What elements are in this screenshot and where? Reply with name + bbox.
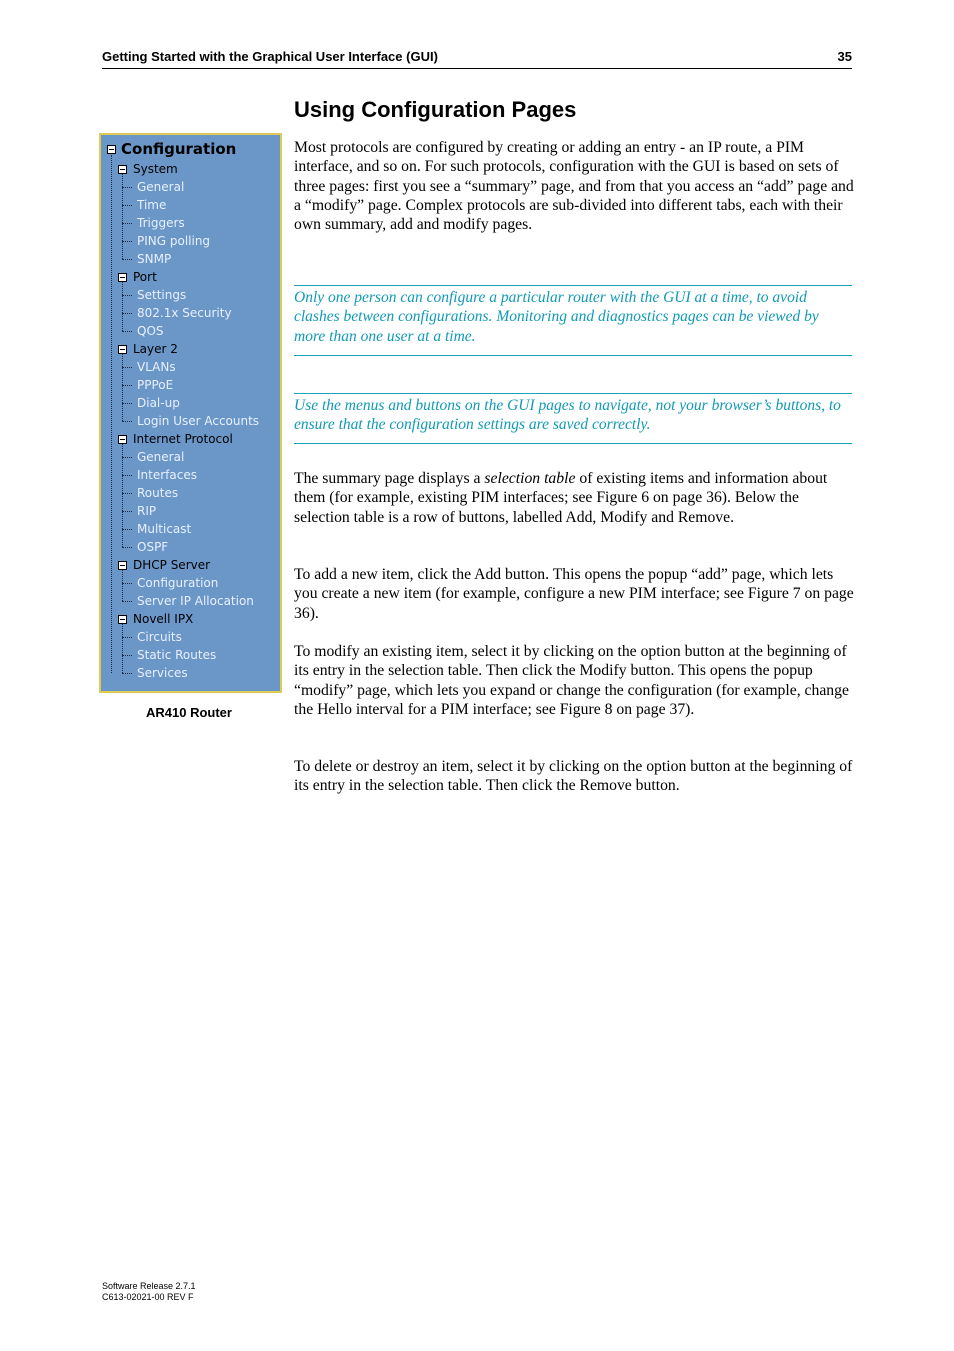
summary-text-end: of existing items and information about them (for example, existing PIM interfaces; see Figure 6 on page 36). Below the selection table is a row of buttons, labelled Add, Modify and Remove. xyxy=(294,470,828,526)
tree-item-label: Static Routes xyxy=(137,648,217,662)
page-number: 35 xyxy=(837,49,852,64)
tree-branch-line xyxy=(122,623,123,673)
intro-paragraph: Most protocols are configured by creating or adding an entry - an IP route, a PIM interface, and so on. For such protocols, configuration with the GUI is based on sets of three pages: first you see a “summary” page, and from that you access an “add” page and a “modify” page. Complex protocols are sub-divided into different tabs, each with their own summary, add and modify pages. xyxy=(294,139,854,234)
tree-connector xyxy=(122,475,132,476)
tree-item[interactable] xyxy=(118,232,210,250)
tree-root-label: Configuration xyxy=(121,140,237,158)
note-single-user-text: Only one person can configure a particular router with the GUI at a time, to avoid clashes between configurations. Monitoring and diagnostics pages can be viewed by more than one user at a time. xyxy=(294,289,819,345)
tree-connector xyxy=(122,241,132,242)
tree-branch-line xyxy=(122,443,123,547)
collapse-icon[interactable] xyxy=(118,345,127,354)
tree-group-header[interactable] xyxy=(118,556,254,574)
tree-item[interactable] xyxy=(118,628,216,646)
tree-connector xyxy=(122,331,132,332)
tree-item[interactable] xyxy=(118,286,232,304)
tree-item-label: Routes xyxy=(137,486,179,500)
tree-item[interactable] xyxy=(118,484,233,502)
tree-item-label: Services xyxy=(137,666,188,680)
tree-item-label: Triggers xyxy=(137,216,185,230)
tree-group-header[interactable] xyxy=(118,340,259,358)
tree-branch-line xyxy=(122,281,123,331)
tree-group xyxy=(118,430,233,556)
collapse-icon[interactable] xyxy=(118,561,127,570)
tree-connector xyxy=(122,223,132,224)
tree-connector xyxy=(122,673,132,674)
footer-release: Software Release 2.7.1 xyxy=(102,1281,196,1291)
summary-text-start: The summary page displays a xyxy=(294,470,485,487)
tree-group-header[interactable] xyxy=(118,430,233,448)
tree-connector xyxy=(122,601,132,602)
page-footer xyxy=(102,1281,196,1303)
tree-connector xyxy=(122,385,132,386)
tree-item-label: Interfaces xyxy=(137,468,197,482)
tree-item[interactable] xyxy=(118,322,232,340)
modify-paragraph: To modify an existing item, select it by clicking on the option button at the beginning of its entry in the selection table. Then click the Modify button. This opens the popup “modify” page, which lets you expand or change the configuration (for example, change the Hello interval for a PIM interface; see Figure 8 on page 37). xyxy=(294,643,849,718)
tree-group-label: System xyxy=(133,162,178,176)
tree-connector xyxy=(122,295,132,296)
tree-connector xyxy=(122,637,132,638)
tree-item[interactable] xyxy=(118,394,259,412)
tree-item[interactable] xyxy=(118,592,254,610)
note-navigation xyxy=(294,393,852,444)
tree-connector xyxy=(122,421,132,422)
tree-connector xyxy=(122,457,132,458)
tree-item-label: 802.1x Security xyxy=(137,306,232,320)
tree-item-label: Dial-up xyxy=(137,396,180,410)
tree-item-label: General xyxy=(137,180,185,194)
tree-item-label: SNMP xyxy=(137,252,172,266)
tree-connector xyxy=(122,583,132,584)
note-navigation-text: Use the menus and buttons on the GUI pages to navigate, not your browser’s buttons, to ensure that the configuration settings are saved correctly. xyxy=(294,397,841,434)
tree-item[interactable] xyxy=(118,466,233,484)
tree-item[interactable] xyxy=(118,574,254,592)
tree-item[interactable] xyxy=(118,358,259,376)
tree-connector xyxy=(122,367,132,368)
tree-item-label: Circuits xyxy=(137,630,182,644)
tree-connector xyxy=(122,493,132,494)
tree-item-label: QOS xyxy=(137,324,164,338)
page-header xyxy=(102,48,852,69)
tree-group-label: Port xyxy=(133,270,157,284)
collapse-icon[interactable] xyxy=(118,273,127,282)
tree-item[interactable] xyxy=(118,448,233,466)
summary-paragraph xyxy=(294,469,854,527)
tree-item-label: General xyxy=(137,450,185,464)
note-single-user xyxy=(294,285,852,356)
figure-caption: AR410 Router xyxy=(146,705,232,720)
tree-connector xyxy=(122,187,132,188)
section-heading: Using Configuration Pages xyxy=(294,97,577,122)
tree-item-label: OSPF xyxy=(137,540,169,554)
tree-item-label: Login User Accounts xyxy=(137,414,260,428)
tree-item[interactable] xyxy=(118,250,210,268)
tree-branch-line xyxy=(122,173,123,259)
tree-connector xyxy=(122,655,132,656)
tree-item[interactable] xyxy=(118,664,216,682)
tree-item[interactable] xyxy=(118,376,259,394)
tree-group xyxy=(118,556,254,610)
tree-group-header[interactable] xyxy=(118,268,232,286)
tree-item[interactable] xyxy=(118,196,210,214)
tree-item[interactable] xyxy=(118,502,233,520)
tree-item-label: VLANs xyxy=(137,360,176,374)
collapse-icon[interactable] xyxy=(118,435,127,444)
tree-item-label: Settings xyxy=(137,288,187,302)
footer-doc-code: C613-02021-00 REV F xyxy=(102,1292,194,1302)
selection-table-term: selection table xyxy=(484,470,576,487)
tree-item[interactable] xyxy=(118,214,210,232)
tree-item-label: RIP xyxy=(137,504,157,518)
tree-connector xyxy=(122,511,132,512)
tree-group-header[interactable] xyxy=(118,160,210,178)
collapse-icon[interactable] xyxy=(118,615,127,624)
tree-group xyxy=(118,610,216,682)
tree-connector xyxy=(122,529,132,530)
tree-item-label: PPPoE xyxy=(137,378,174,392)
collapse-icon[interactable] xyxy=(107,145,116,154)
tree-root[interactable] xyxy=(107,138,236,160)
tree-group-label: DHCP Server xyxy=(133,558,211,572)
tree-group-label: Layer 2 xyxy=(133,342,178,356)
tree-item[interactable] xyxy=(118,178,210,196)
tree-item[interactable] xyxy=(118,412,259,430)
tree-item-label: Time xyxy=(137,198,167,212)
configuration-tree xyxy=(99,133,282,693)
tree-item[interactable] xyxy=(118,538,233,556)
tree-group-label: Novell IPX xyxy=(133,612,194,626)
tree-connector xyxy=(122,259,132,260)
tree-group-label: Internet Protocol xyxy=(133,432,233,446)
tree-item-label: Configuration xyxy=(137,576,219,590)
tree-item-label: PING polling xyxy=(137,234,211,248)
tree-group xyxy=(118,268,232,340)
tree-connector xyxy=(122,403,132,404)
tree-connector xyxy=(122,547,132,548)
tree-item-label: Server IP Allocation xyxy=(137,594,254,608)
tree-root-line xyxy=(111,155,112,673)
header-title: Getting Started with the Graphical User Interface (GUI) xyxy=(102,49,438,64)
tree-group-header[interactable] xyxy=(118,610,216,628)
tree-item[interactable] xyxy=(118,520,233,538)
tree-group xyxy=(118,340,259,430)
tree-item-label: Multicast xyxy=(137,522,192,536)
tree-connector xyxy=(122,313,132,314)
add-paragraph: To add a new item, click the Add button. This opens the popup “add” page, which lets you create a new item (for example, configure a new PIM interface; see Figure 7 on page 36). xyxy=(294,566,854,622)
tree-group xyxy=(118,160,210,268)
tree-branch-line xyxy=(122,569,123,601)
remove-paragraph: To delete or destroy an item, select it by clicking on the option button at the beginning of its entry in the selection table. Then click the Remove button. xyxy=(294,758,853,795)
collapse-icon[interactable] xyxy=(118,165,127,174)
tree-branch-line xyxy=(122,353,123,421)
tree-item[interactable] xyxy=(118,304,232,322)
tree-item[interactable] xyxy=(118,646,216,664)
tree-connector xyxy=(122,205,132,206)
